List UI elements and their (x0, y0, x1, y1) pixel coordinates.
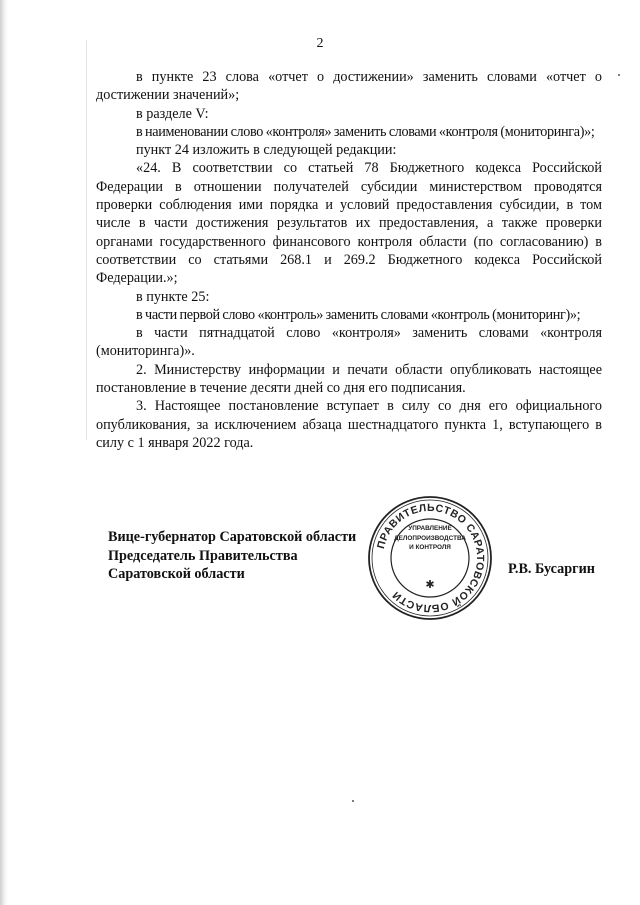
signer-name: Р.В. Бусаргин (508, 561, 595, 577)
scan-edge-shadow (0, 0, 8, 905)
seal-center-line1: УПРАВЛЕНИЕ (408, 525, 452, 532)
paragraph-item-25: в пункте 25: (136, 288, 210, 305)
paragraph-section-v: в разделе V: (136, 105, 209, 122)
seal-icon (366, 494, 494, 622)
seal-star-icon: ✱ (425, 579, 435, 591)
paragraph-clause-2: 2. Министерству информации и печати области опубликовать настоящее постановление в течение десяти дней со дня его подписания. (96, 361, 602, 397)
paragraph-item-24-intro: пункт 24 изложить в следующей редакции: (136, 142, 397, 159)
paragraph-item-23: в пункте 23 слова «отчет о достижении» заменить словами «отчет о достижении значений»; (96, 69, 602, 104)
paragraph-section-v-title: в наименовании слово «контроля» заменить словами «контроля (мониторинга)»; (136, 123, 595, 140)
signer-position-line1: Вице-губернатор Саратовской области (108, 529, 357, 545)
seal-center-line3: И КОНТРОЛЯ (409, 544, 451, 551)
document-body (96, 68, 602, 452)
paragraph-item-25-part15: в части пятнадцатой слово «контроля» заменить словами «контроля (мониторинга)». (96, 325, 602, 360)
paragraph-clause-3: 3. Настоящее постановление вступает в силу со дня его официального опубликования, за исключением абзаца шестнадцатого пункта 1, вступающего в силу с 1 января 2022 года. (96, 398, 602, 451)
paragraph-item-25-part1: в части первой слово «контроль» заменить словами «контроль (мониторинг)»; (136, 306, 581, 323)
scan-speck (618, 74, 620, 76)
seal-ring-text: ПРАВИТЕЛЬСТВО САРАТОВСКОЙ ОБЛАСТИ (374, 501, 487, 615)
scan-speck (352, 800, 354, 802)
paragraph-item-24-text: «24. В соответствии со статьей 78 Бюджетного кодекса Российской Федерации в отношении получателей субсидии министерством проводятся проверки соблюдения ими порядка и условий предоставления субсидии, в том числе в части достижения результатов их предоставления, а также проверки органами государственного финансового контроля области (по согласованию) в соответствии со статьями 268.1 и 269.2 Бюджетного кодекса Российской Федерации.»; (96, 160, 602, 287)
seal-center-text (392, 524, 468, 553)
scan-artifact-line (86, 40, 87, 440)
seal-center-line2: ДЕЛОПРОИЗВОДСТВА (394, 534, 466, 542)
signature-block (108, 528, 356, 584)
official-seal (366, 494, 494, 622)
page-number: 2 (316, 36, 324, 51)
signer-position-line2: Председатель Правительства (108, 547, 298, 564)
signer-position-line3: Саратовской области (108, 566, 245, 582)
